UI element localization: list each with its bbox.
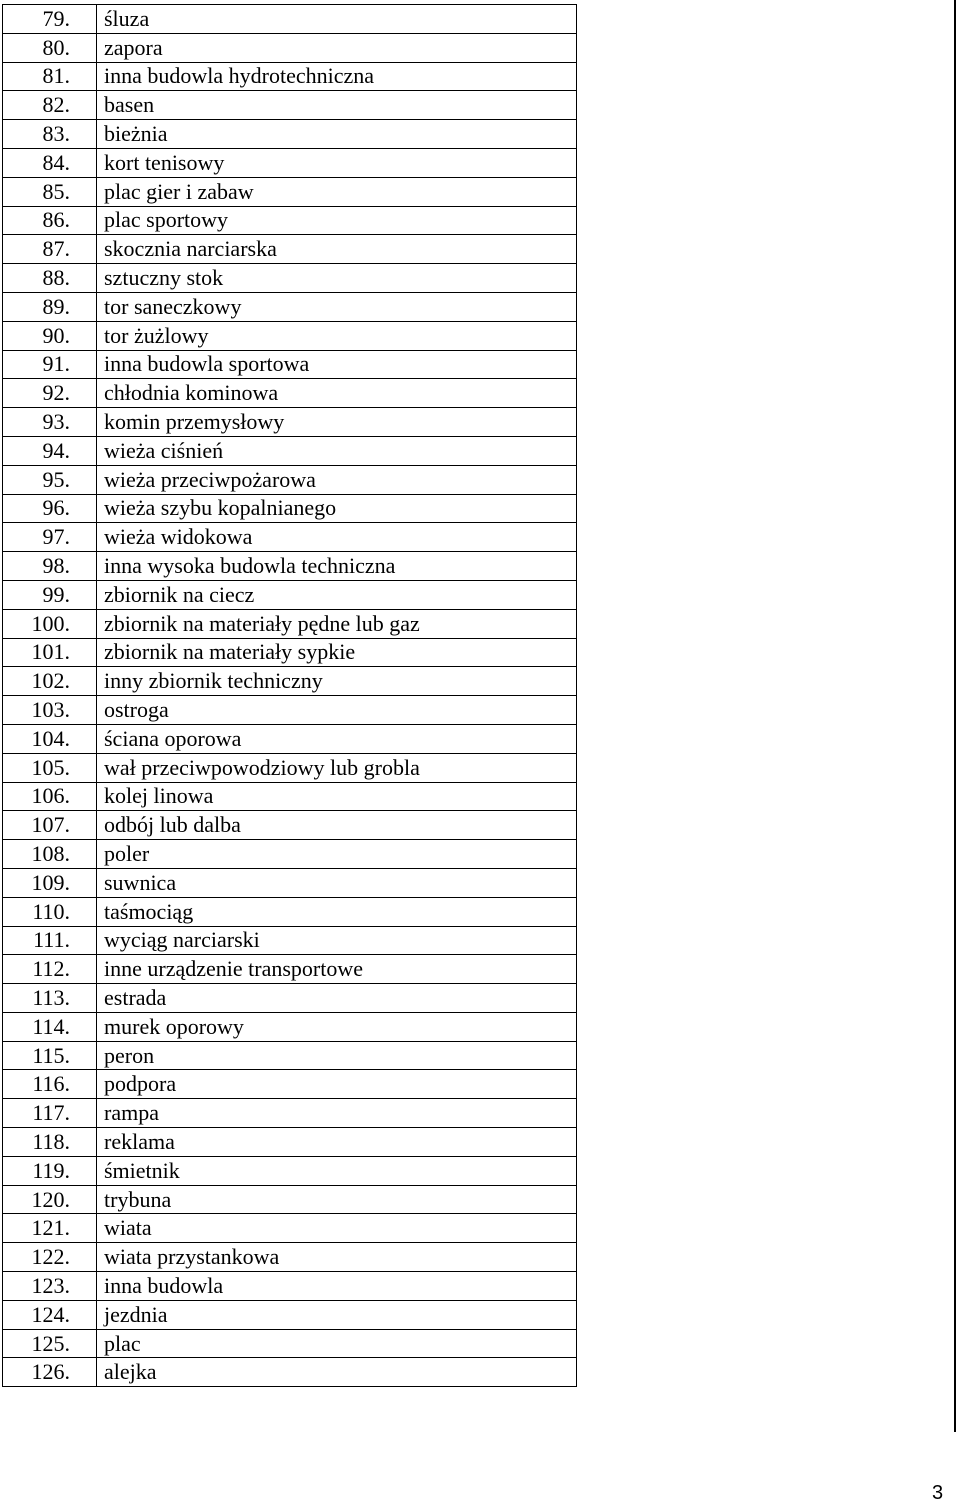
row-number: 81. [3, 62, 97, 91]
table-row [3, 1272, 577, 1301]
table-row [3, 897, 577, 926]
row-label: wieża widokowa [97, 523, 577, 552]
table-row [3, 436, 577, 465]
row-label: inny zbiornik techniczny [97, 667, 577, 696]
table-row [3, 264, 577, 293]
row-number: 90. [3, 321, 97, 350]
row-number: 88. [3, 264, 97, 293]
table-row [3, 148, 577, 177]
table-row [3, 840, 577, 869]
table-row [3, 321, 577, 350]
table-row [3, 1329, 577, 1358]
row-label: wiata [97, 1214, 577, 1243]
row-label: podpora [97, 1070, 577, 1099]
row-label: ostroga [97, 696, 577, 725]
table-row [3, 292, 577, 321]
table-row [3, 926, 577, 955]
row-number: 119. [3, 1156, 97, 1185]
table-row [3, 1243, 577, 1272]
row-label: basen [97, 91, 577, 120]
row-label: śluza [97, 5, 577, 34]
row-number: 94. [3, 436, 97, 465]
row-number: 120. [3, 1185, 97, 1214]
table-row [3, 91, 577, 120]
row-label: wiata przystankowa [97, 1243, 577, 1272]
row-label: alejka [97, 1358, 577, 1387]
row-number: 118. [3, 1128, 97, 1157]
row-number: 99. [3, 580, 97, 609]
object-type-table [2, 4, 577, 1387]
row-label: kolej linowa [97, 782, 577, 811]
table-row [3, 955, 577, 984]
table-row [3, 753, 577, 782]
table-row [3, 177, 577, 206]
row-label: tor żużlowy [97, 321, 577, 350]
row-label: tor saneczkowy [97, 292, 577, 321]
row-label: bieżnia [97, 120, 577, 149]
table-row [3, 350, 577, 379]
row-number: 85. [3, 177, 97, 206]
row-number: 105. [3, 753, 97, 782]
row-label: reklama [97, 1128, 577, 1157]
table-row [3, 465, 577, 494]
row-label: peron [97, 1041, 577, 1070]
row-number: 124. [3, 1300, 97, 1329]
table-row [3, 235, 577, 264]
row-label: sztuczny stok [97, 264, 577, 293]
row-label: wieża szybu kopalnianego [97, 494, 577, 523]
table-row [3, 206, 577, 235]
table-row [3, 1070, 577, 1099]
row-label: inna budowla hydrotechniczna [97, 62, 577, 91]
row-label: skocznia narciarska [97, 235, 577, 264]
table-row [3, 1041, 577, 1070]
table-row [3, 1012, 577, 1041]
row-number: 110. [3, 897, 97, 926]
row-label: inna budowla sportowa [97, 350, 577, 379]
row-label: wieża ciśnień [97, 436, 577, 465]
table-row [3, 1156, 577, 1185]
row-label: murek oporowy [97, 1012, 577, 1041]
table-row [3, 1185, 577, 1214]
row-number: 109. [3, 868, 97, 897]
table-row [3, 523, 577, 552]
row-number: 79. [3, 5, 97, 34]
row-label: rampa [97, 1099, 577, 1128]
row-number: 108. [3, 840, 97, 869]
row-number: 87. [3, 235, 97, 264]
table-row [3, 782, 577, 811]
table-row [3, 1300, 577, 1329]
row-label: zbiornik na ciecz [97, 580, 577, 609]
row-number: 112. [3, 955, 97, 984]
row-number: 115. [3, 1041, 97, 1070]
row-label: estrada [97, 984, 577, 1013]
row-number: 102. [3, 667, 97, 696]
row-label: chłodnia kominowa [97, 379, 577, 408]
row-number: 117. [3, 1099, 97, 1128]
row-number: 104. [3, 724, 97, 753]
row-label: ściana oporowa [97, 724, 577, 753]
row-label: wyciąg narciarski [97, 926, 577, 955]
row-label: odbój lub dalba [97, 811, 577, 840]
table-row [3, 667, 577, 696]
row-label: jezdnia [97, 1300, 577, 1329]
table-row [3, 1358, 577, 1387]
page-number: 3 [932, 1482, 944, 1504]
row-label: wieża przeciwpożarowa [97, 465, 577, 494]
row-number: 107. [3, 811, 97, 840]
row-label: śmietnik [97, 1156, 577, 1185]
table-row [3, 811, 577, 840]
table-row [3, 5, 577, 34]
row-label: inna budowla [97, 1272, 577, 1301]
table-row [3, 1099, 577, 1128]
row-number: 123. [3, 1272, 97, 1301]
row-number: 113. [3, 984, 97, 1013]
row-number: 82. [3, 91, 97, 120]
row-number: 100. [3, 609, 97, 638]
row-number: 126. [3, 1358, 97, 1387]
table-row [3, 696, 577, 725]
row-number: 86. [3, 206, 97, 235]
row-label: komin przemysłowy [97, 408, 577, 437]
row-label: inne urządzenie transportowe [97, 955, 577, 984]
table-row [3, 552, 577, 581]
row-number: 103. [3, 696, 97, 725]
row-number: 93. [3, 408, 97, 437]
object-type-table-body [3, 5, 577, 1387]
row-number: 106. [3, 782, 97, 811]
table-row [3, 868, 577, 897]
row-label: trybuna [97, 1185, 577, 1214]
row-label: taśmociąg [97, 897, 577, 926]
row-number: 91. [3, 350, 97, 379]
row-number: 116. [3, 1070, 97, 1099]
table-row [3, 379, 577, 408]
table-row [3, 638, 577, 667]
table-row [3, 408, 577, 437]
row-number: 101. [3, 638, 97, 667]
table-row [3, 1214, 577, 1243]
table-row [3, 494, 577, 523]
row-number: 89. [3, 292, 97, 321]
table-row [3, 724, 577, 753]
row-label: plac sportowy [97, 206, 577, 235]
row-label: zapora [97, 33, 577, 62]
table-row [3, 580, 577, 609]
page-right-rule [954, 0, 956, 1432]
row-number: 122. [3, 1243, 97, 1272]
row-number: 95. [3, 465, 97, 494]
row-label: plac [97, 1329, 577, 1358]
row-number: 98. [3, 552, 97, 581]
row-number: 97. [3, 523, 97, 552]
row-label: zbiornik na materiały sypkie [97, 638, 577, 667]
row-number: 83. [3, 120, 97, 149]
row-label: plac gier i zabaw [97, 177, 577, 206]
row-label: kort tenisowy [97, 148, 577, 177]
table-row [3, 120, 577, 149]
row-number: 92. [3, 379, 97, 408]
row-number: 84. [3, 148, 97, 177]
row-label: suwnica [97, 868, 577, 897]
table-row [3, 33, 577, 62]
row-label: zbiornik na materiały pędne lub gaz [97, 609, 577, 638]
table-row [3, 1128, 577, 1157]
row-number: 121. [3, 1214, 97, 1243]
row-label: wał przeciwpowodziowy lub grobla [97, 753, 577, 782]
row-label: inna wysoka budowla techniczna [97, 552, 577, 581]
row-number: 125. [3, 1329, 97, 1358]
row-label: poler [97, 840, 577, 869]
table-row [3, 984, 577, 1013]
row-number: 96. [3, 494, 97, 523]
table-row [3, 62, 577, 91]
row-number: 111. [3, 926, 97, 955]
row-number: 114. [3, 1012, 97, 1041]
row-number: 80. [3, 33, 97, 62]
table-row [3, 609, 577, 638]
